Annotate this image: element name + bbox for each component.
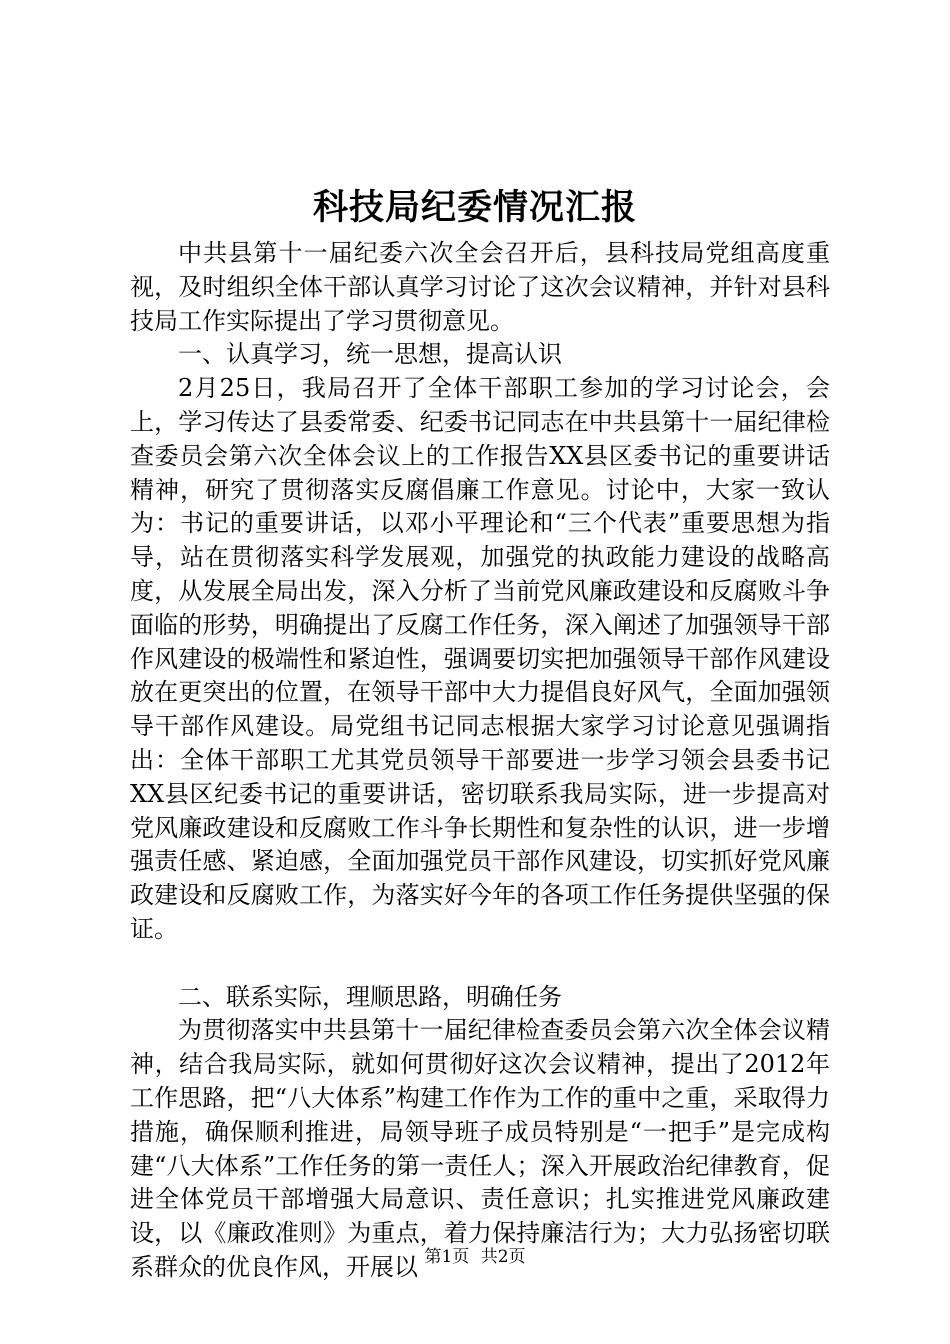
section-heading-1: 一、认真学习，统一思想，提高认识: [178, 340, 562, 369]
section-2-paragraph: 为贯彻落实中共县第十一届纪律检查委员会第六次全体会议精神，结合我局实际，就如何贯彻好这次会议精神，提出了2012年工作思路，把“八大体系”构建工作作为工作的重中之重，采取得力措施，确保顺利推进，局领导班子成员特别是“一把手”是完成构建“八大体系”工作任务的第一责任人；深入开展政治纪律教育，促进全体党员干部增强大局意识、责任意识；扎实推进党风廉政建设，以《廉政准则》为重点，着力保持廉洁行为；大力弘扬密切联系群众的优良作风，开展以: [130, 1016, 830, 1281]
page-number: 第1页: [424, 1247, 470, 1267]
document-body: [130, 237, 830, 1285]
section-1-paragraph: 2月25日，我局召开了全体干部职工参加的学习讨论会，会上，学习传达了县委常委、纪委书记同志在中共县第十一届纪律检查委员会第六次全体会议上的工作报告XX县区委书记的重要讲话精神，研究了贯彻落实反腐倡廉工作意见。讨论中，大家一致认为：书记的重要讲话，以邓小平理论和“三个代表”重要思想为指导，站在贯彻落实科学发展观，加强党的执政能力建设的战略高度，从发展全局出发，深入分析了当前党风廉政建设和反腐败斗争面临的形势，明确提出了反腐工作任务，深入阐述了加强领导干部作风建设的极端性和紧迫性，强调要切实把加强领导干部作风建设放在更突出的位置，在领导干部中大力提倡良好风气，全面加强领导干部作风建设。局党组书记同志根据大家学习讨论意见强调指出：全体干部职工尤其党员领导干部要进一步学习领会县委书记XX县区纪委书记的重要讲话，密切联系我局实际，进一步提高对党风廉政建设和反腐败工作斗争长期性和复杂性的认识，进一步增强责任感、紧迫感，全面加强党员干部作风建设，切实抓好党风廉政建设和反腐败工作，为落实好今年的各项工作任务提供坚强的保证。: [130, 374, 830, 943]
page-footer: [0, 1245, 950, 1269]
page-total: 共2页: [480, 1247, 526, 1267]
section-heading-2: 二、联系实际，理顺思路，明确任务: [178, 982, 562, 1011]
intro-paragraph: 中共县第十一届纪委六次全会召开后，县科技局党组高度重视，及时组织全体干部认真学习讨论了这次会议精神，并针对县科技局工作实际提出了学习贯彻意见。: [130, 239, 830, 335]
document-title: 科技局纪委情况汇报: [312, 187, 637, 228]
paragraph-spacer: [130, 947, 830, 981]
